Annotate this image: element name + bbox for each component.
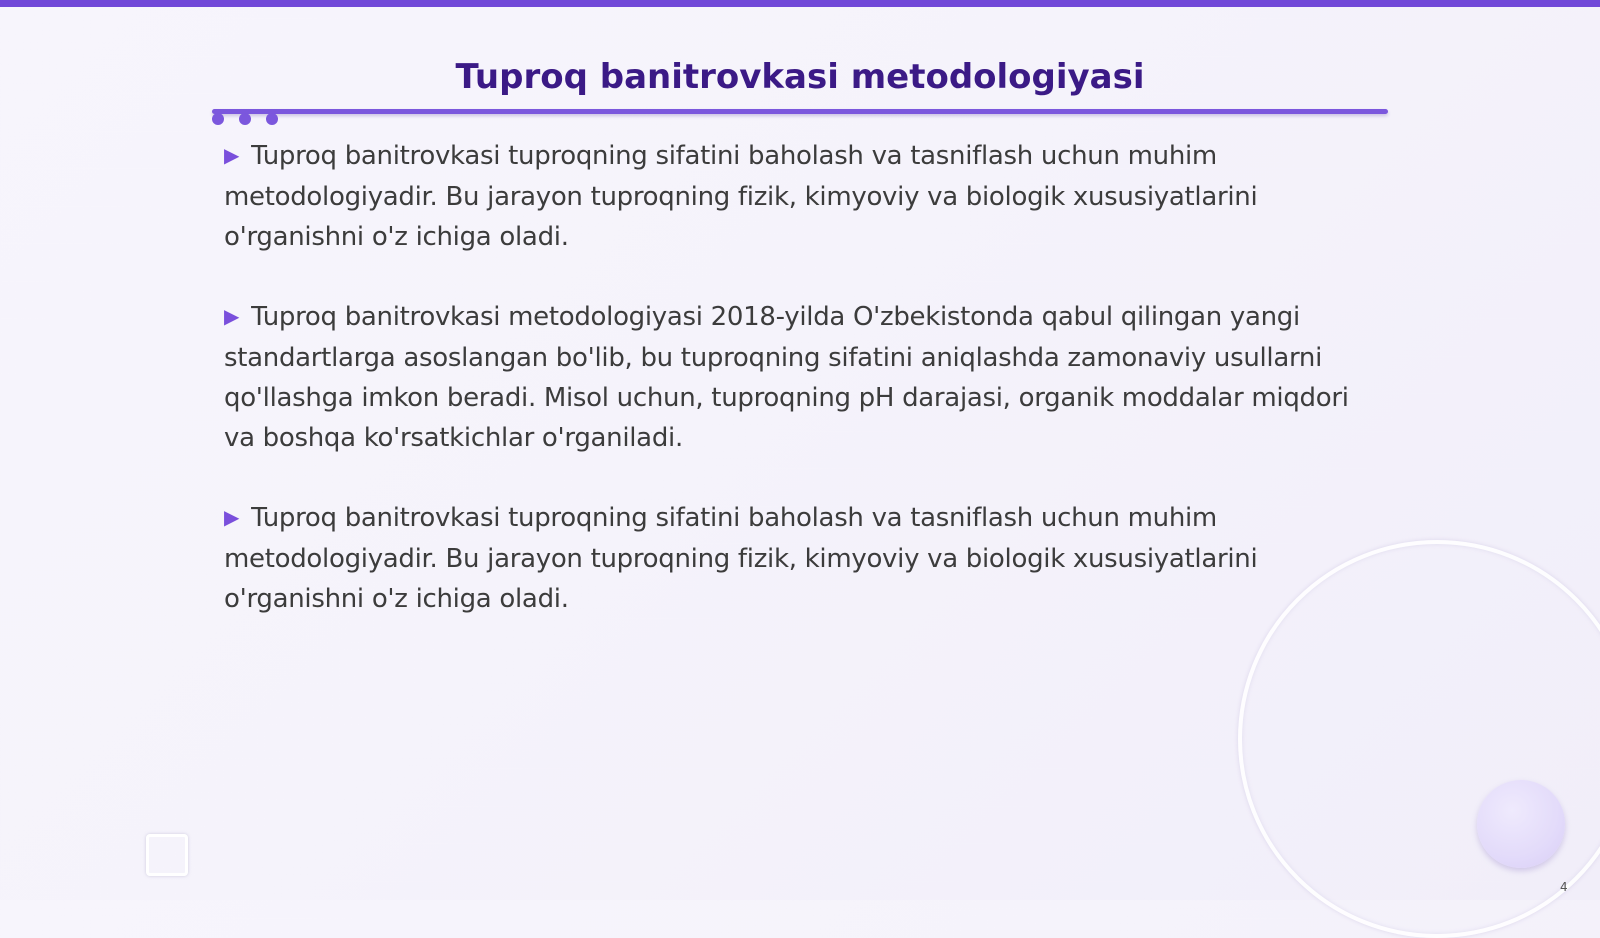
page-number: 4 — [1560, 880, 1568, 894]
bullet-item — [224, 498, 1384, 619]
dot-icon — [266, 113, 278, 125]
bullet-item — [224, 297, 1384, 458]
decorative-square — [146, 834, 188, 876]
title-underline — [212, 109, 1388, 114]
top-accent-bar — [0, 0, 1600, 7]
triangle-right-icon: ▶ — [224, 143, 240, 167]
slide-title: Tuproq banitrovkasi metodologiyasi — [455, 57, 1145, 97]
triangle-right-icon: ▶ — [224, 304, 240, 328]
bullet-text: Tuproq banitrovkasi metodologiyasi 2018-yilda O'zbekistonda qabul qilingan yangi standartlarga asoslangan bo'lib, bu tuproqning sifatini aniqlashda zamonaviy usullarni qo'llashga imkon beradi. Misol uchun, tuproqning pH darajasi, organik moddalar miqdori va boshqa ko'rsatkichlar o'rganiladi. — [224, 302, 1349, 453]
decorative-circle — [1477, 780, 1565, 868]
decorative-dots — [212, 113, 282, 127]
bullet-text: Tuproq banitrovkasi tuproqning sifatini baholash va tasniflash uchun muhim metodologiyadir. Bu jarayon tuproqning fizik, kimyoviy va biologik xususiyatlarini o'rganishni o'z ichiga oladi. — [224, 503, 1258, 614]
bullet-list — [224, 136, 1384, 659]
bullet-text: Tuproq banitrovkasi tuproqning sifatini baholash va tasniflash uchun muhim metodologiyadir. Bu jarayon tuproqning fizik, kimyoviy va biologik xususiyatlarini o'rganishni o'z ichiga oladi. — [224, 141, 1258, 252]
bullet-item — [224, 136, 1384, 257]
triangle-right-icon: ▶ — [224, 505, 240, 529]
dot-icon — [212, 113, 224, 125]
dot-icon — [239, 113, 251, 125]
